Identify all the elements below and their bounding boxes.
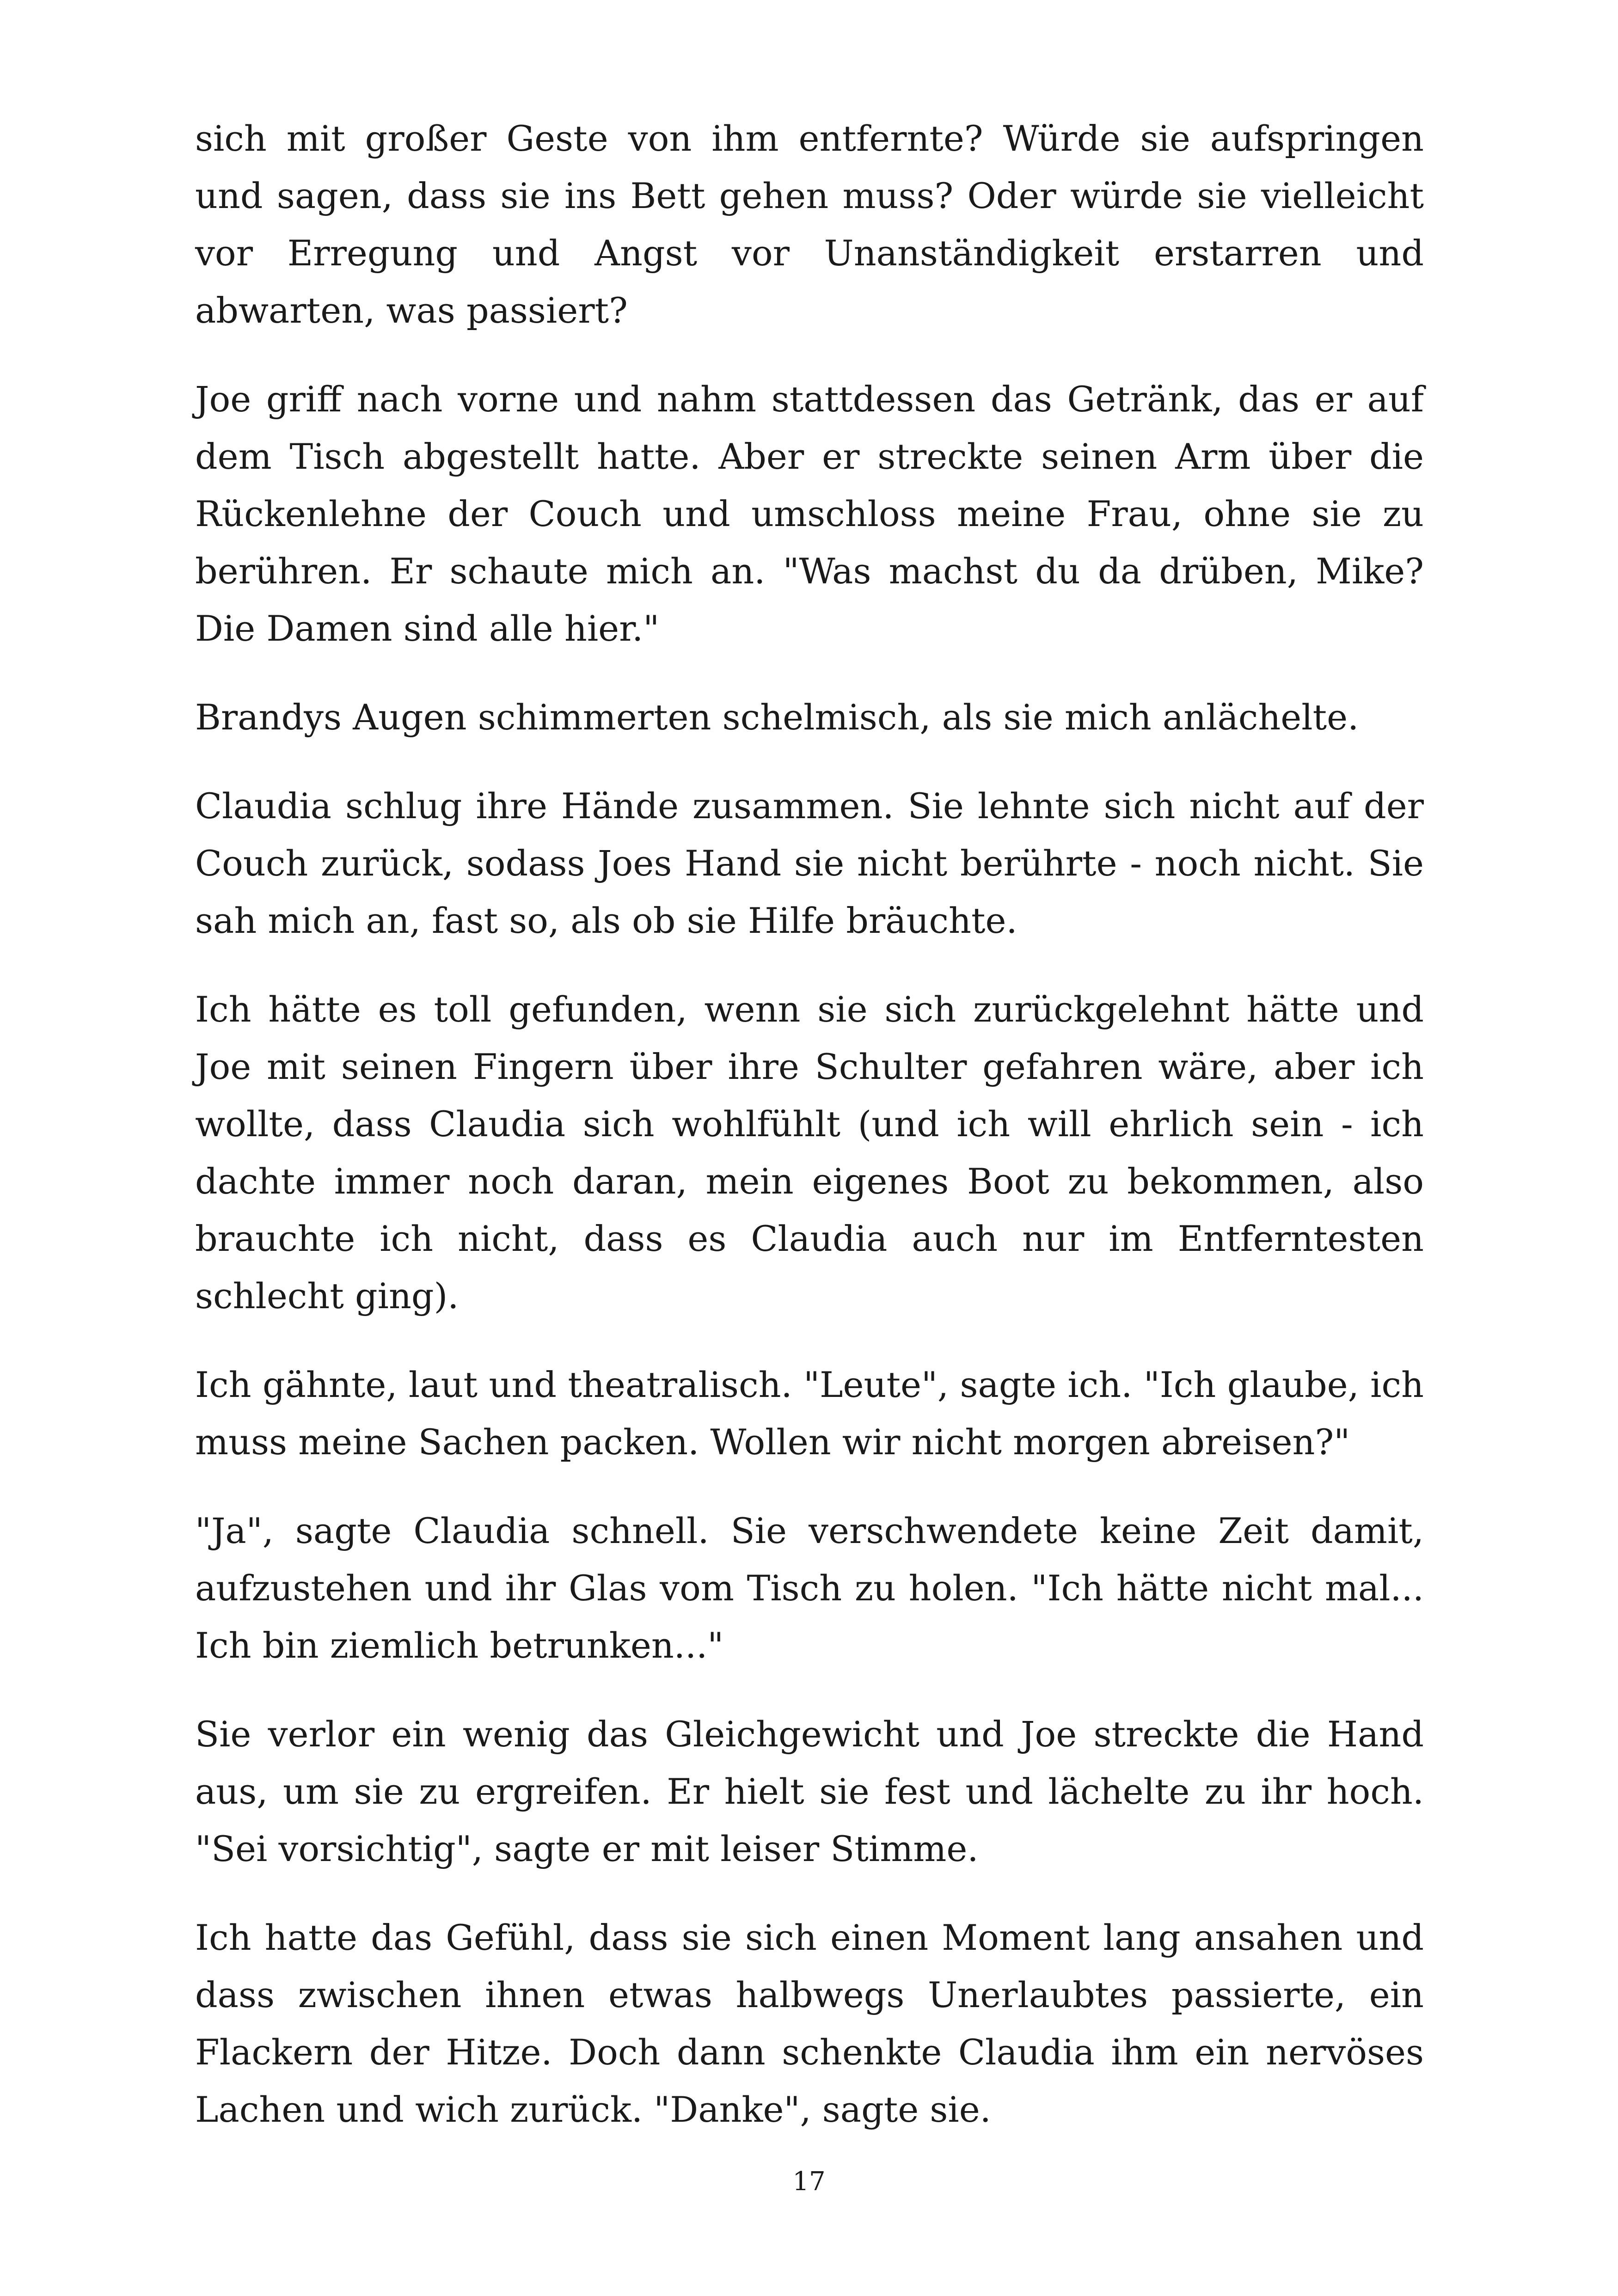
paragraph: Ich hatte das Gefühl, dass sie sich einen Moment lang ansahen und dass zwischen ihnen etwas halbwegs Unerlaubtes passierte, ein Flackern der Hitze. Doch dann schenkte Claudia ihm ein nervöses Lachen und wich zurück. "Danke", sagte sie. [195,1917,1424,2130]
paragraph: Joe griff nach vorne und nahm stattdessen das Getränk, das er auf dem Tisch abgestellt hatte. Aber er streckte seinen Arm über die Rückenlehne der Couch und umschloss meine Frau, ohne sie zu berühren. Er schaute mich an. "Was machst du da drüben, Mike? Die Damen sind alle hier." [195,379,1424,649]
paragraph: Brandys Augen schimmerten schelmisch, als sie mich anlächelte. [195,697,1359,738]
paragraph: Claudia schlug ihre Hände zusammen. Sie lehnte sich nicht auf der Couch zurück, sodass Joes Hand sie nicht berührte - noch nicht. Sie sah mich an, fast so, als ob sie Hilfe bräuchte. [195,785,1424,941]
body-text [195,110,1424,2138]
paragraph: Sie verlor ein wenig das Gleichgewicht und Joe streckte die Hand aus, um sie zu ergreifen. Er hielt sie fest und lächelte zu ihr hoch. "Sei vorsichtig", sagte er mit leiser Stimme. [195,1714,1424,1869]
paragraph: "Ja", sagte Claudia schnell. Sie verschwendete keine Zeit damit, aufzustehen und ihr Glas vom Tisch zu holen. "Ich hätte nicht mal... Ich bin ziemlich betrunken..." [195,1510,1424,1666]
paragraph: Ich hätte es toll gefunden, wenn sie sich zurückgelehnt hätte und Joe mit seinen Fingern über ihre Schulter gefahren wäre, aber ich wollte, dass Claudia sich wohlfühlt (und ich will ehrlich sein - ich dachte immer noch daran, mein eigenes Boot zu bekommen, also brauchte ich nicht, dass es Claudia auch nur im Entferntesten schlecht ging). [195,989,1424,1316]
paragraph: sich mit großer Geste von ihm entfernte? Würde sie aufspringen und sagen, dass sie ins Bett gehen muss? Oder würde sie vielleicht vor Erregung und Angst vor Unanständigkeit erstarren und abwarten, was passiert? [195,118,1424,331]
paragraph: Ich gähnte, laut und theatralisch. "Leute", sagte ich. "Ich glaube, ich muss meine Sachen packen. Wollen wir nicht morgen abreisen?" [195,1364,1424,1463]
page-number: 17 [792,2167,826,2197]
